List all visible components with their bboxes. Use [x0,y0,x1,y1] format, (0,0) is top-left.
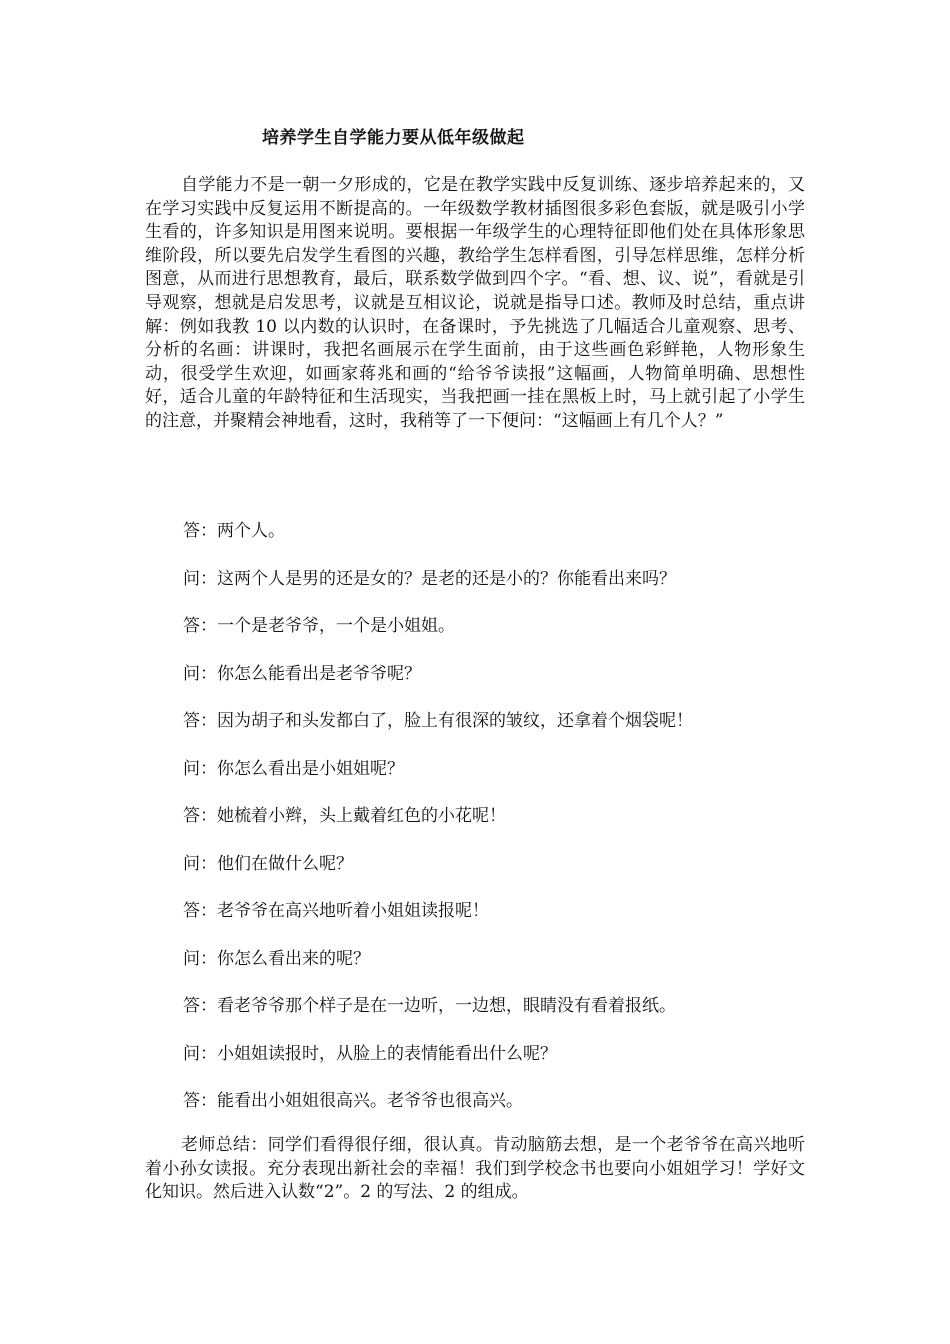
intro-paragraph: 自学能力不是一朝一夕形成的，它是在教学实践中反复训练、逐步培养起来的，又在学习实践中反复运用不断提高的。一年级数学教材插图很多彩色套版，就是吸引小学生看的，许多知识是用图来说明。要根据一年级学生的心理特征即他们处在具体形象思维阶段，所以要先启发学生看图的兴趣，教给学生怎样看图，引导怎样思维，怎样分析图意，从而进行思想教育，最后，联系数学做到四个字。“看、想、议、说”，看就是引导观察，想就是启发思考，议就是互相议论，说就是指导口述。教师及时总结，重点讲解：例如我教 10 以内数的认识时，在备课时，予先挑选了几幅适合儿童观察、思考、分析的名画：讲课时，我把名画展示在学生面前，由于这些画色彩鲜艳，人物形象生动，很受学生欢迎，如画家蒋兆和画的“给爷爷读报”这幅画，人物简单明确、思想性好，适合儿童的年龄特征和生活现实，当我把画一挂在黑板上时，马上就引起了小学生的注意，并聚精会神地看，这时，我稍等了一下便问：“这幅画上有几个人？” [145,175,805,431]
dialogue-line: 问：你怎么能看出是老爷爷呢？ [183,663,421,684]
dialogue-line: 答：她梳着小辫，头上戴着红色的小花呢！ [183,806,506,826]
dialogue-line: 问：这两个人是男的还是女的？是老的还是小的？你能看出来吗？ [183,568,676,589]
dialogue-line: 答：两个人。 [183,521,285,541]
dialogue-line: 问：你怎么看出是小姐姐呢？ [183,758,404,779]
dialogue-line: 答：因为胡子和头发都白了，脸上有很深的皱纹，还拿着个烟袋呢！ [183,711,693,731]
dialogue-line: 答：看老爷爷那个样子是在一边听，一边想，眼睛没有看着报纸。 [183,996,676,1016]
dialogue-line: 问：他们在做什么呢？ [183,853,353,874]
dialogue-line: 答：一个是老爷爷，一个是小姐姐。 [183,616,455,636]
dialogue-line: 答：能看出小姐姐很高兴。老爷爷也很高兴。 [183,1091,523,1111]
dialogue-line: 问：你怎么看出来的呢？ [183,948,370,969]
dialogue-line: 问：小姐姐读报时，从脸上的表情能看出什么呢？ [183,1043,557,1064]
summary-paragraph: 老师总结：同学们看得很仔细，很认真。肯动脑筋去想，是一个老爷爷在高兴地听着小孙女读报。充分表现出新社会的幸福！我们到学校念书也要向小姐姐学习！学好文化知识。然后进入认数“2”。2 的写法、2 的组成。 [145,1135,805,1203]
document-title: 培养学生自学能力要从低年级做起 [262,128,525,148]
dialogue-list [183,519,803,1137]
dialogue-line: 答：老爷爷在高兴地听着小姐姐读报呢！ [183,901,489,921]
